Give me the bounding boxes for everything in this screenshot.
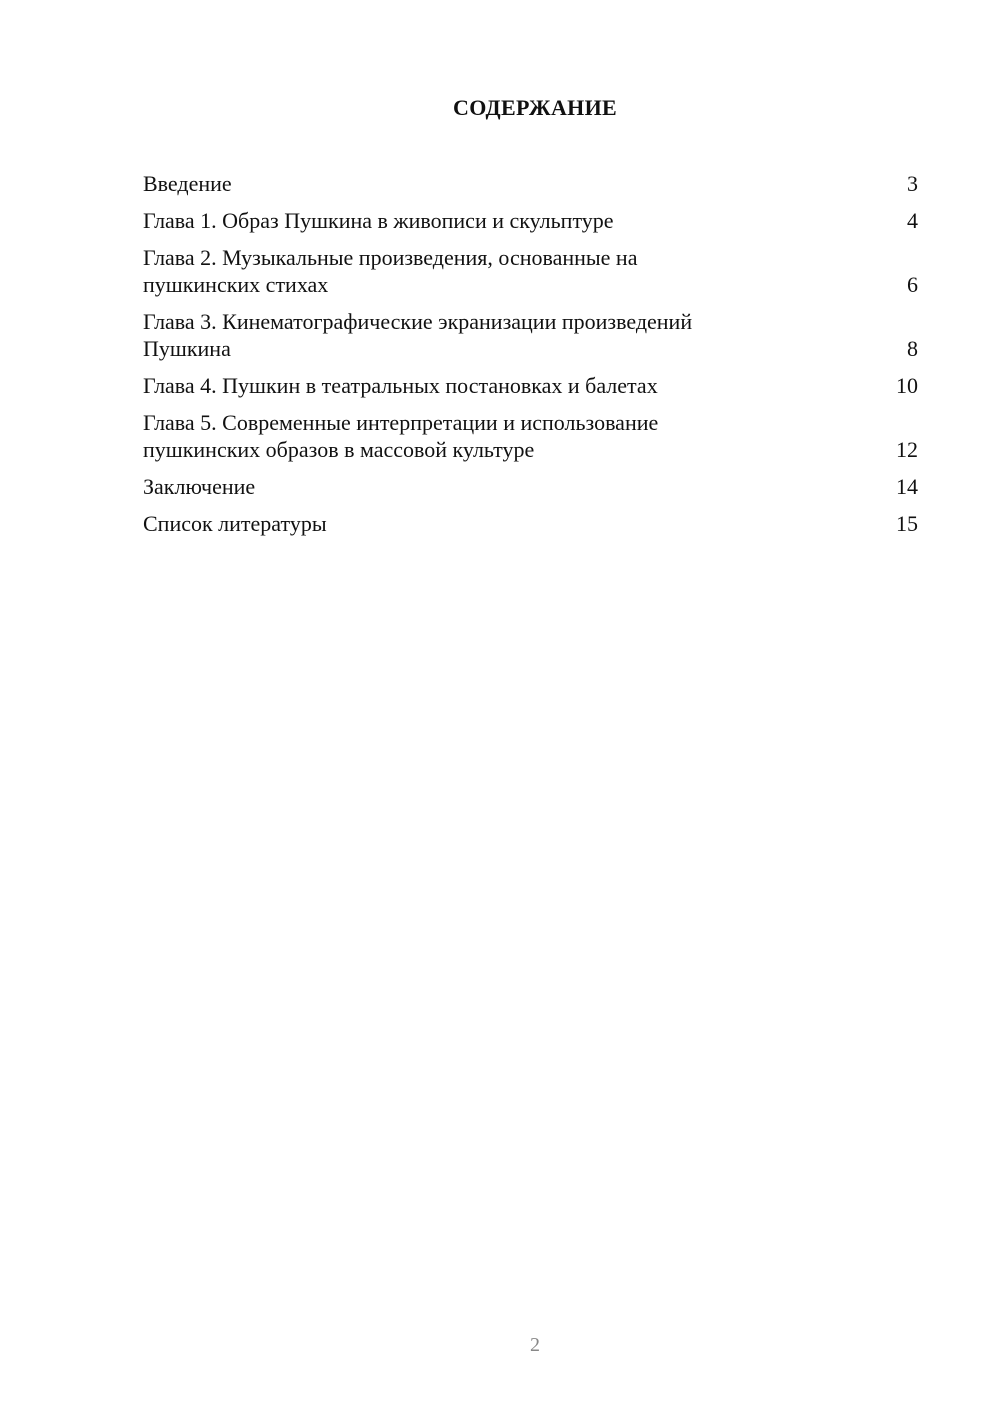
toc-entry-page: 8 bbox=[907, 336, 918, 361]
toc-entry-chapter-5 bbox=[143, 409, 918, 463]
toc-entry-title bbox=[143, 372, 783, 399]
toc-entry-page: 6 bbox=[907, 272, 918, 297]
toc-entry-bibliography bbox=[143, 510, 918, 537]
toc-entry-introduction bbox=[143, 170, 918, 197]
toc-entry-line: Список литературы bbox=[143, 511, 327, 536]
toc-entry-title bbox=[143, 473, 783, 500]
toc-entry-line: Глава 1. Образ Пушкина в живописи и скульптуре bbox=[143, 208, 614, 233]
toc-entry-line: Глава 2. Музыкальные произведения, основанные на bbox=[143, 245, 638, 270]
toc-entry-page: 10 bbox=[896, 373, 918, 398]
toc-entry-line: Пушкина bbox=[143, 336, 231, 361]
page-title: СОДЕРЖАНИЕ bbox=[453, 95, 617, 120]
toc-entry-title bbox=[143, 308, 783, 362]
toc-entry-title bbox=[143, 207, 783, 234]
toc-entry-page: 12 bbox=[896, 437, 918, 462]
toc-entry-chapter-1 bbox=[143, 207, 918, 234]
toc-entry-line: Глава 5. Современные интерпретации и использование bbox=[143, 410, 659, 435]
toc-entry-conclusion bbox=[143, 473, 918, 500]
toc-entry-page: 4 bbox=[907, 208, 918, 233]
toc-entry-page: 14 bbox=[896, 474, 918, 499]
toc-entry-page: 3 bbox=[907, 171, 918, 196]
toc-entry-chapter-2 bbox=[143, 244, 918, 298]
toc-entry-line: Заключение bbox=[143, 474, 256, 499]
toc-entry-title bbox=[143, 409, 783, 463]
toc-entry-title bbox=[143, 170, 783, 197]
toc-entry-line: Глава 3. Кинематографические экранизации произведений bbox=[143, 309, 693, 334]
toc-entry-title bbox=[143, 510, 783, 537]
toc-entry-page: 15 bbox=[896, 511, 918, 536]
toc-entry-line: Глава 4. Пушкин в театральных постановках и балетах bbox=[143, 373, 658, 398]
table-of-contents bbox=[143, 170, 918, 547]
toc-entry-chapter-4 bbox=[143, 372, 918, 399]
toc-entry-chapter-3 bbox=[143, 308, 918, 362]
toc-entry-line: пушкинских стихах bbox=[143, 272, 329, 297]
toc-entry-line: Введение bbox=[143, 171, 232, 196]
toc-entry-line: пушкинских образов в массовой культуре bbox=[143, 437, 535, 462]
toc-entry-title bbox=[143, 244, 783, 298]
page-number: 2 bbox=[530, 1334, 540, 1356]
